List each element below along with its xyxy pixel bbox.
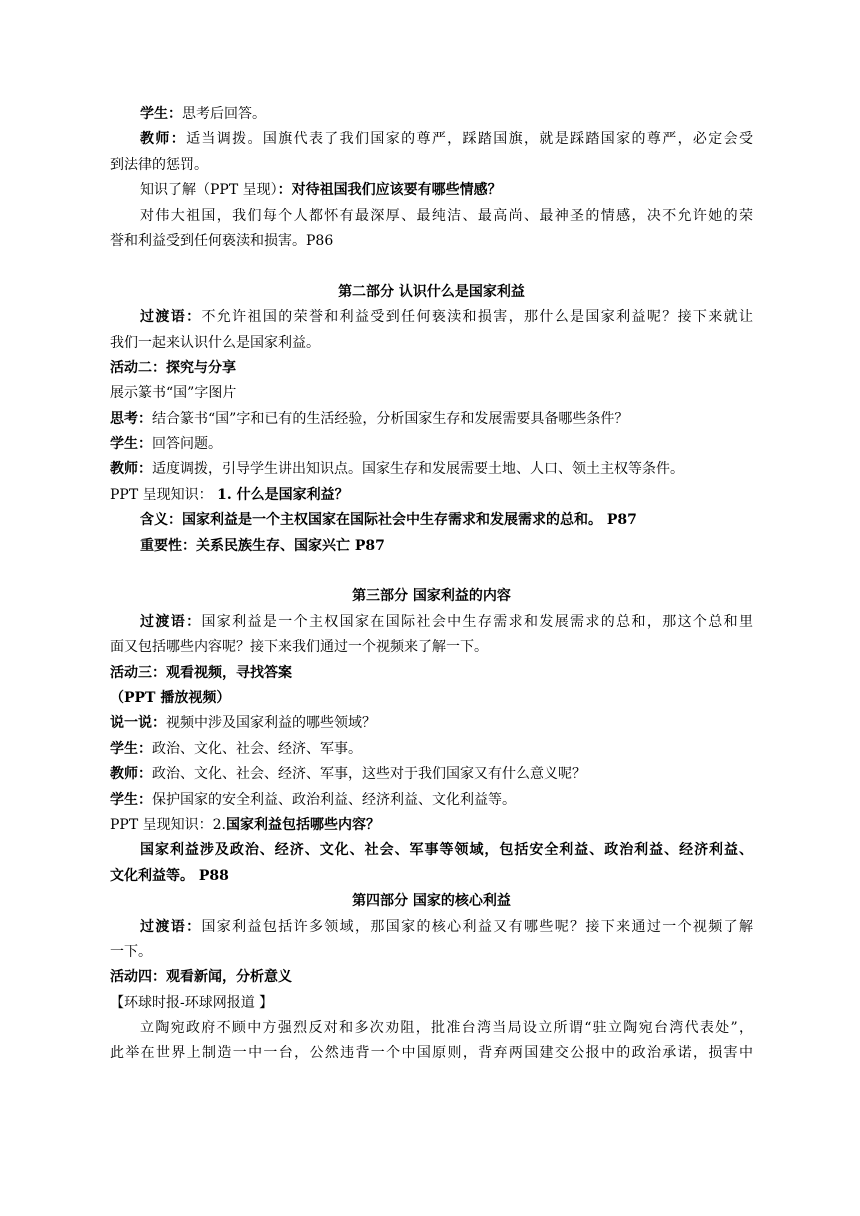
- paragraph-line: 一下。: [110, 943, 152, 960]
- paragraph-line: 含义：国家利益是一个主权国家在国际社会中生存需求和发展需求的总和。 P87: [140, 512, 637, 529]
- paragraph-line: 学生：回答问题。: [110, 436, 222, 453]
- document-page: [110, 104, 753, 1069]
- paragraph-line: 过渡语：国家利益包括许多领域，那国家的核心利益又有哪些呢？接下来通过一个视频了解: [140, 918, 753, 935]
- blank-line: [110, 256, 753, 276]
- blank-line: [110, 561, 753, 581]
- activity-heading: 活动三：观看视频，寻找答案: [110, 664, 292, 681]
- paragraph-line: 对伟大祖国，我们每个人都怀有最深厚、最纯洁、最高尚、最神圣的情感，决不允许她的荣: [140, 207, 753, 224]
- paragraph-line: 教师：政治、文化、社会、经济、军事，这些对于我们国家又有什么意义呢？: [110, 766, 586, 783]
- paragraph-line: 教师：适度调拨，引导学生讲出知识点。国家生存和发展需要土地、人口、领土主权等条件。: [110, 461, 684, 478]
- paragraph-line: PPT 呈现知识： 1. 什么是国家利益？: [110, 486, 349, 503]
- section-heading: 第三部分 国家利益的内容: [352, 588, 511, 605]
- section-heading: 第四部分 国家的核心利益: [352, 893, 511, 910]
- paragraph-line: （PPT 播放视频）: [110, 689, 231, 706]
- paragraph-line: 面又包括哪些内容呢？接下来我们通过一个视频来了解一下。: [110, 639, 488, 656]
- paragraph-line: 我们一起来认识什么是国家利益。: [110, 334, 320, 351]
- paragraph-line: 过渡语：国家利益是一个主权国家在国际社会中生存需求和发展需求的总和，那这个总和里: [140, 613, 753, 630]
- paragraph-line: 学生：思考后回答。: [140, 106, 266, 122]
- paragraph-line: 知识了解（PPT 呈现）：对待祖国我们应该要有哪些情感？: [140, 182, 502, 199]
- paragraph-line: 思考：结合篆书“国”字和已有的生活经验，分析国家生存和发展需要具备哪些条件？: [110, 410, 629, 427]
- paragraph-line: 学生：政治、文化、社会、经济、军事。: [110, 740, 362, 757]
- paragraph-line: 立陶宛政府不顾中方强烈反对和多次劝阻，批准台湾当局设立所谓“驻立陶宛台湾代表处”，: [140, 1020, 753, 1037]
- paragraph-line: 说一说：视频中涉及国家利益的哪些领域？: [110, 715, 376, 732]
- section-heading: 第二部分 认识什么是国家利益: [338, 283, 525, 300]
- paragraph-line: 到法律的惩罚。: [110, 156, 208, 173]
- paragraph-line: 学生：保护国家的安全利益、政治利益、经济利益、文化利益等。: [110, 791, 516, 808]
- paragraph-line: 国家利益涉及政治、经济、文化、社会、军事等领域，包括安全利益、政治利益、经济利益、: [140, 842, 753, 859]
- paragraph-line: 过渡语：不允许祖国的荣誉和利益受到任何亵渎和损害，那什么是国家利益呢？接下来就让: [140, 309, 753, 326]
- activity-heading: 活动二：探究与分享: [110, 359, 236, 376]
- paragraph-line: 展示篆书“国”字图片: [110, 385, 237, 402]
- paragraph-line: 此举在世界上制造一中一台，公然违背一个中国原则，背弃两国建交公报中的政治承诺，损害中: [110, 1045, 753, 1062]
- paragraph-line: 【环球时报-环球网报道 】: [110, 994, 274, 1011]
- paragraph-line: 文化利益等。 P88: [110, 867, 229, 884]
- paragraph-line: 誉和利益受到任何亵渎和损害。P86: [110, 232, 334, 249]
- activity-heading: 活动四：观看新闻，分析意义: [110, 969, 292, 986]
- paragraph-line: PPT 呈现知识：2.国家利益包括哪些内容？: [110, 816, 380, 833]
- paragraph-line: 教师：适当调拨。国旗代表了我们国家的尊严，踩踏国旗，就是踩踏国家的尊严，必定会受: [140, 131, 753, 148]
- paragraph-line: 重要性：关系民族生存、国家兴亡 P87: [140, 537, 385, 554]
